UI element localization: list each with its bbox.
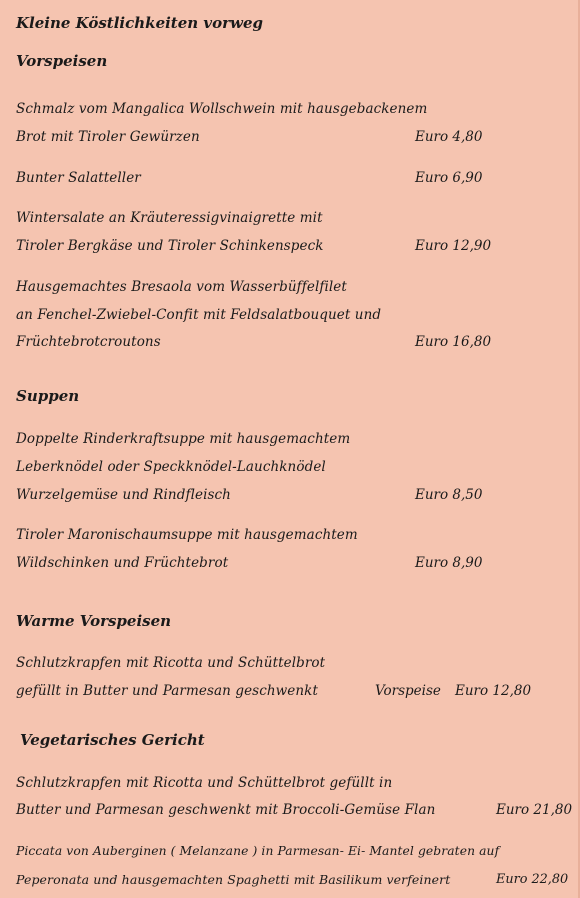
menu-item-line: Wildschinken und Früchtebrot [16,555,229,571]
menu-item-line: Doppelte Rinderkraftsuppe mit hausgemachtem [16,431,351,447]
menu-item-line: Tiroler Bergkäse und Tiroler Schinkenspeck [16,238,324,254]
menu-item-line: Wurzelgemüse und Rindfleisch [16,487,231,503]
menu-item-line: Schlutzkrapfen mit Ricotta und Schüttelbrot [16,655,326,671]
menu-item-line: Schmalz vom Mangalica Wollschwein mit hausgebackenem [16,101,428,117]
menu-item-price: Euro 22,80 [496,872,569,887]
section-heading-vegetarisches-gericht: Vegetarisches Gericht [20,731,205,749]
section-heading-vorspeisen: Vorspeisen [16,52,108,70]
menu-item-line: gefüllt in Butter und Parmesan geschwenkt [16,683,318,699]
menu-item-price: Euro 8,90 [415,555,483,571]
menu-item-line: Leberknödel oder Speckknödel-Lauchknödel [16,459,326,475]
menu-item-line: Brot mit Tiroler Gewürzen [16,129,200,145]
menu-item-price: Euro 12,90 [415,238,492,254]
menu-item-line: Piccata von Auberginen ( Melanzane ) in Parmesan- Ei- Mantel gebraten auf [16,844,500,858]
menu-item-line: Butter und Parmesan geschwenkt mit Broccoli-Gemüse Flan [16,802,436,818]
menu-item-price: Euro 4,80 [415,129,483,145]
section-heading-warme-vorspeisen: Warme Vorspeisen [16,612,172,630]
menu-title: Kleine Köstlichkeiten vorweg [16,14,263,32]
menu-item-line: Schlutzkrapfen mit Ricotta und Schüttelbrot gefüllt in [16,775,393,791]
menu-item-line: Hausgemachtes Bresaola vom Wasserbüffelfilet [16,279,347,295]
menu-item-line: Früchtebrotcroutons [16,334,161,350]
menu-item-price: Euro 12,80 [455,683,532,699]
section-heading-suppen: Suppen [16,387,80,405]
menu-item-price: Euro 6,90 [415,170,483,186]
menu-item-note: Vorspeise [375,683,441,699]
menu-item-line: Peperonata und hausgemachten Spaghetti mit Basilikum verfeinert [16,872,451,887]
menu-item-price: Euro 16,80 [415,334,492,350]
menu-item-line: Tiroler Maronischaumsuppe mit hausgemachtem [16,527,358,543]
menu-item-line: Bunter Salatteller [16,170,141,186]
menu-item-line: Wintersalate an Kräuteressigvinaigrette mit [16,210,323,226]
menu-item-price: Euro 8,50 [415,487,483,503]
menu-item-line: an Fenchel-Zwiebel-Confit mit Feldsalatbouquet und [16,307,382,323]
menu-item-price: Euro 21,80 [496,802,573,818]
